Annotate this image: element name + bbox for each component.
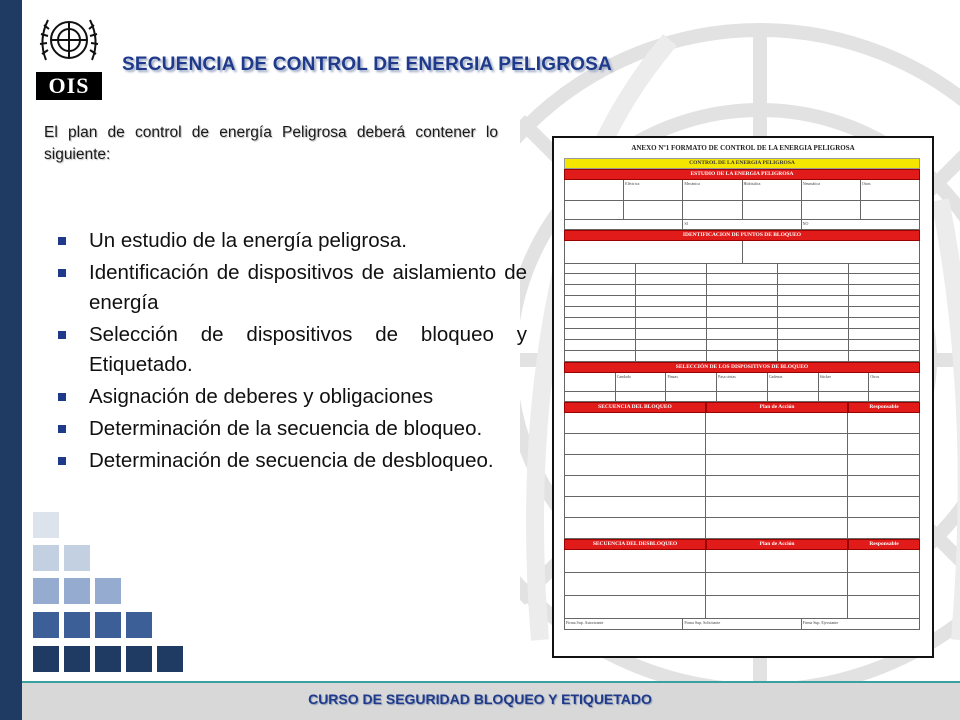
form-cell [849,296,919,306]
footer-text: CURSO DE SEGURIDAD BLOQUEO Y ETIQUETADO [308,691,652,707]
form-cell [707,340,778,350]
form-cell: Otros [870,374,880,379]
form-column-header: Plan de Acción [706,539,848,550]
form-column-header: Plan de Acción [706,402,848,413]
form-cell: Pasa cintas [717,373,768,391]
bullet-item: Asignación de deberes y obligaciones [52,382,527,412]
form-row [564,413,920,434]
bullet-item: Determinación de la secuencia de bloqueo. [52,414,527,444]
form-cell [743,201,802,219]
form-cell: Neumática [802,180,861,200]
form-cell [565,307,636,317]
form-cell [706,434,847,454]
form-cell [565,180,624,200]
form-row [564,573,920,596]
form-cell: Sticker [819,373,870,391]
form-row [564,596,920,619]
decorative-block [95,646,121,672]
form-cell [848,476,919,496]
bullet-item: Un estudio de la energía peligrosa. [52,226,527,256]
form-cell [707,307,778,317]
form-cell [707,329,778,339]
form-cell [743,241,920,263]
form-cell [565,340,636,350]
form-row [564,318,920,329]
form-sequence-header-row [564,402,920,413]
left-accent-bar [0,0,22,720]
form-cell [717,392,768,401]
form-cell [636,285,707,295]
form-cell [636,264,707,273]
form-cell [848,550,919,572]
form-cell [802,201,861,219]
form-cell [849,307,919,317]
form-column-header: Responsable [848,402,920,413]
form-cell: Firma Sup. Ejecutante [802,620,839,625]
form-cell [666,392,717,401]
form-cell [565,518,706,538]
form-section-header: ESTUDIO DE LA ENERGIA PELIGROSA [564,169,920,180]
form-cell [636,340,707,350]
form-cell [706,518,847,538]
form-cell [848,413,919,433]
bullet-item: Determinación de secuencia de desbloqueo. [52,446,527,476]
bullet-list [52,226,527,478]
form-title: ANEXO Nº1 FORMATO DE CONTROL DE LA ENERGIA PELIGROSA [631,144,855,152]
form-cell [565,296,636,306]
form-row [564,497,920,518]
form-row [564,550,920,573]
form-cell [778,285,849,295]
form-row [564,329,920,340]
form-row [564,434,920,455]
form-cell [849,340,919,350]
form-cell [565,274,636,284]
form-cell: Cadenas [768,373,819,391]
form-row [564,373,920,392]
bullet-square-icon [58,457,66,465]
form-unlock-header-row [564,539,920,550]
form-cell [778,307,849,317]
form-cell [706,455,847,475]
form-cell [565,351,636,361]
form-cell [778,264,849,273]
form-cell: Pinzas [666,373,717,391]
form-row [564,274,920,285]
form-cell [636,318,707,328]
form-cell [707,285,778,295]
form-cell [624,201,683,219]
form-row [564,476,920,497]
form-row [564,392,920,402]
form-cell [848,455,919,475]
form-cell [636,274,707,284]
decorative-block [157,646,183,672]
form-cell [778,296,849,306]
form-cell: Otras [861,181,871,186]
form-cell: SI [683,220,801,229]
form-cell [707,264,778,273]
form-cell [707,318,778,328]
form-cell [565,264,636,273]
form-cell [565,573,706,595]
form-cell [706,497,847,517]
form-cell: Hidráulica [743,180,802,200]
form-cell: Mecánica [683,180,742,200]
form-cell [849,264,919,273]
form-cell [616,392,667,401]
form-cell [565,550,706,572]
form-cell [849,329,919,339]
form-cell [848,497,919,517]
form-row [564,351,920,362]
form-row [564,285,920,296]
form-cell [707,296,778,306]
decorative-block [33,545,59,571]
form-cell [565,318,636,328]
form-cell [861,201,919,219]
form-cell [706,550,847,572]
form-row [564,455,920,476]
form-cell [565,392,616,401]
form-cell [636,351,707,361]
form-cell [565,413,706,433]
form-cell [778,340,849,350]
ois-logo-text: OIS [36,72,102,100]
form-cell [849,351,919,361]
decorative-block [64,612,90,638]
intro-text: El plan de control de energía Peligrosa deberá contener lo siguiente: [44,124,498,163]
form-cell [636,307,707,317]
form-section-header: SECUENCIA DEL BLOQUEO [564,402,706,413]
decorative-block [95,612,121,638]
form-row [564,340,920,351]
form-cell [819,392,870,401]
form-cell [565,329,636,339]
form-cell [768,392,819,401]
bullet-item: Identificación de dispositivos de aislamiento de energía [52,258,527,318]
form-cell [565,220,683,229]
form-cell [778,351,849,361]
form-cell: Firma Sup. Autorizante [565,619,683,629]
decorative-block [64,545,90,571]
form-cell [565,241,743,263]
form-cell [565,285,636,295]
form-cell [565,201,624,219]
form-cell: Firma Sup. Solicitante [683,619,801,629]
form-cell [707,274,778,284]
form-cell: Eléctrica [624,180,683,200]
form-section-header: SELECCIÓN DE LOS DISPOSITIVOS DE BLOQUEO [564,362,920,373]
form-section-header: IDENTIFICACION DE PUNTOS DE BLOQUEO [564,230,920,241]
form-cell [565,373,616,391]
form-cell: Candado [616,373,667,391]
form-row [564,180,920,201]
form-cell [849,274,919,284]
form-row [564,264,920,274]
energy-control-form-image [552,136,934,658]
form-row [564,201,920,220]
form-cell [706,413,847,433]
decorative-block [33,612,59,638]
form-cell [565,455,706,475]
decorative-block [64,578,90,604]
form-cell [848,573,919,595]
bullet-square-icon [58,425,66,433]
form-cell [778,329,849,339]
form-cell [683,201,742,219]
form-column-header: Responsable [848,539,920,550]
form-cell [706,596,847,618]
form-cell [848,596,919,618]
decorative-block [64,646,90,672]
form-cell [565,476,706,496]
bullet-square-icon [58,237,66,245]
decorative-block [33,578,59,604]
form-cell [848,434,919,454]
form-cell [565,434,706,454]
form-section-header: SECUENCIA DEL DESBLOQUEO [564,539,706,550]
form-signature-row [564,619,920,630]
form-row [564,296,920,307]
form-cell [706,573,847,595]
decorative-block [33,512,59,538]
bullet-square-icon [58,269,66,277]
bullet-square-icon [58,393,66,401]
decorative-block [33,646,59,672]
form-cell [848,518,919,538]
form-cell [849,318,919,328]
form-cell [778,318,849,328]
decorative-block [95,578,121,604]
form-cell [636,296,707,306]
form-row [564,518,920,539]
form-cell: NO [802,221,809,226]
form-cell [565,596,706,618]
form-cell [707,351,778,361]
form-cell [565,497,706,517]
un-emblem-icon [34,10,104,72]
bullet-square-icon [58,331,66,339]
form-section-header: CONTROL DE LA ENERGIA PELIGROSA [564,158,920,169]
form-cell [869,392,919,401]
form-cell [849,285,919,295]
form-cell [778,274,849,284]
form-row [564,307,920,318]
form-row [564,220,920,230]
form-cell [636,329,707,339]
decorative-block [126,646,152,672]
form-row [564,241,920,264]
form-body [564,158,920,650]
decorative-block [126,612,152,638]
page-title: SECUENCIA DE CONTROL DE ENERGIA PELIGROSA [122,54,612,75]
form-cell [706,476,847,496]
bullet-item: Selección de dispositivos de bloqueo y Etiquetado. [52,320,527,380]
